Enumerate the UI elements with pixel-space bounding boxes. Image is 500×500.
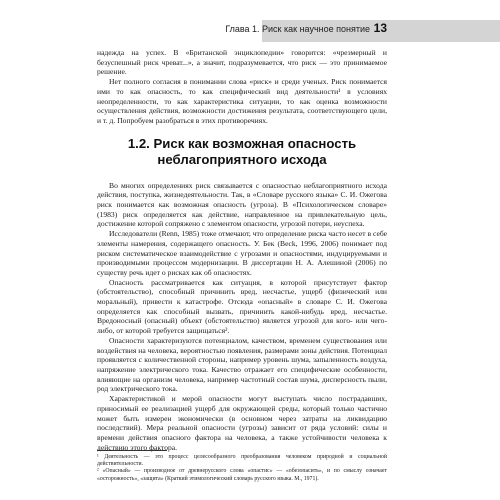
- footnote: ¹ Деятельность — это процесс целесообразного преобразования человеком природной и социальной действительности.: [97, 454, 387, 468]
- paragraph: Нет полного согласия в понимании слова «риск» и среди ученых. Риск понимается ими то как опасность, то как специфический вид деятельности¹ в условиях неопределенности, то как характеристика ситуации, то как оценка возможности осуществления действия, возможности достижения результата, соответствующего цели, и т. д. Попробуем разобраться в этих противоречиях.: [97, 77, 387, 125]
- paragraph: Характеристикой и мерой опасности могут выступать число пострадавших, приносимый ее реализацией ущерб для окружающей среды, который только частично может быть измерен экономически (в основном через затраты на ликвидацию последствий). Мера реальной опасности (угрозы) зависит от ряда условий: силы и времени действия опасного фактора на человека, а также устойчивости человека к действию этого фактора.: [97, 394, 387, 452]
- paragraph: Во многих определениях риск связывается с опасностью неблагоприятного исхода действия, поступка, жизнедеятельности. Так, в «Словаре русского языка» С. И. Ожегова риск понимается как возможная опасность (угроза). В «Психологическом словаре» (1983) риск определяется как действие, направленное на привлекательную цель, достижение которой сопряжено с элементом опасности, угрозой потери, неуспеха.: [97, 180, 387, 229]
- paragraph: Исследователи (Renn, 1985) тоже отмечают, что определение риска часто несет в себе элементы намерения, содержащего опасность. У. Бек (Beck, 1996, 2006) понимает под риском систематическое взаимодействие с угрозами и опасностями, индуцируемыми и производимыми процессом модернизации. В диссертации Н. А. Алешиной (2006) по существу речь идет о рисках как об опасностях.: [97, 229, 387, 277]
- page-header: [0, 20, 500, 42]
- paragraph: Опасности характеризуются потенциалом, качеством, временем существования или воздействия на человека, вероятностью появления, размерами зоны действия. Потенциал проявляется с количественной стороны, например уровень шума, запыленность воздуха, напряжение электрического тока. Качество отражает его специфические особенности, влияющие на организм человека, например частотный состав шума, дисперсность пыли, род электрического тока.: [97, 335, 387, 394]
- page-number: 13: [373, 21, 387, 35]
- section-title: 1.2. Риск как возможная опасность неблагоприятного исхода: [127, 135, 357, 167]
- footnote: ² «Опасный» — производное от древнерусского слова «опастис» — «обезопасить», и по смыслу означает «осторожность», «защита» (Краткий этимологический словарь русского языка. М., 1971).: [97, 468, 387, 482]
- page-content: [97, 48, 387, 452]
- running-head: Глава 1. Риск как научное понятие: [225, 24, 370, 34]
- footnotes: [97, 450, 387, 483]
- paragraph: надежда на успех. В «Британской энциклопедии» говорится: «чрезмерный и безуспешный риск чреват...», а значит, подразумевается, что риск — это принимаемое решение.: [97, 48, 387, 77]
- footnote-rule: [97, 450, 167, 451]
- paragraph: Опасность рассматривается как ситуация, в которой присутствует фактор (обстоятельство), способный причинить вред, несчастье, ущерб (физический или моральный), привести к катастрофе. Отсюда «опасный» в словаре С. И. Ожегова определяется как способный вызвать, причинить какой-нибудь вред, несчастье. Вредоносный (опасный) объект (обстоятельство) является угрозой для кого- или чего-либо, от которой требуется защищаться².: [97, 277, 387, 336]
